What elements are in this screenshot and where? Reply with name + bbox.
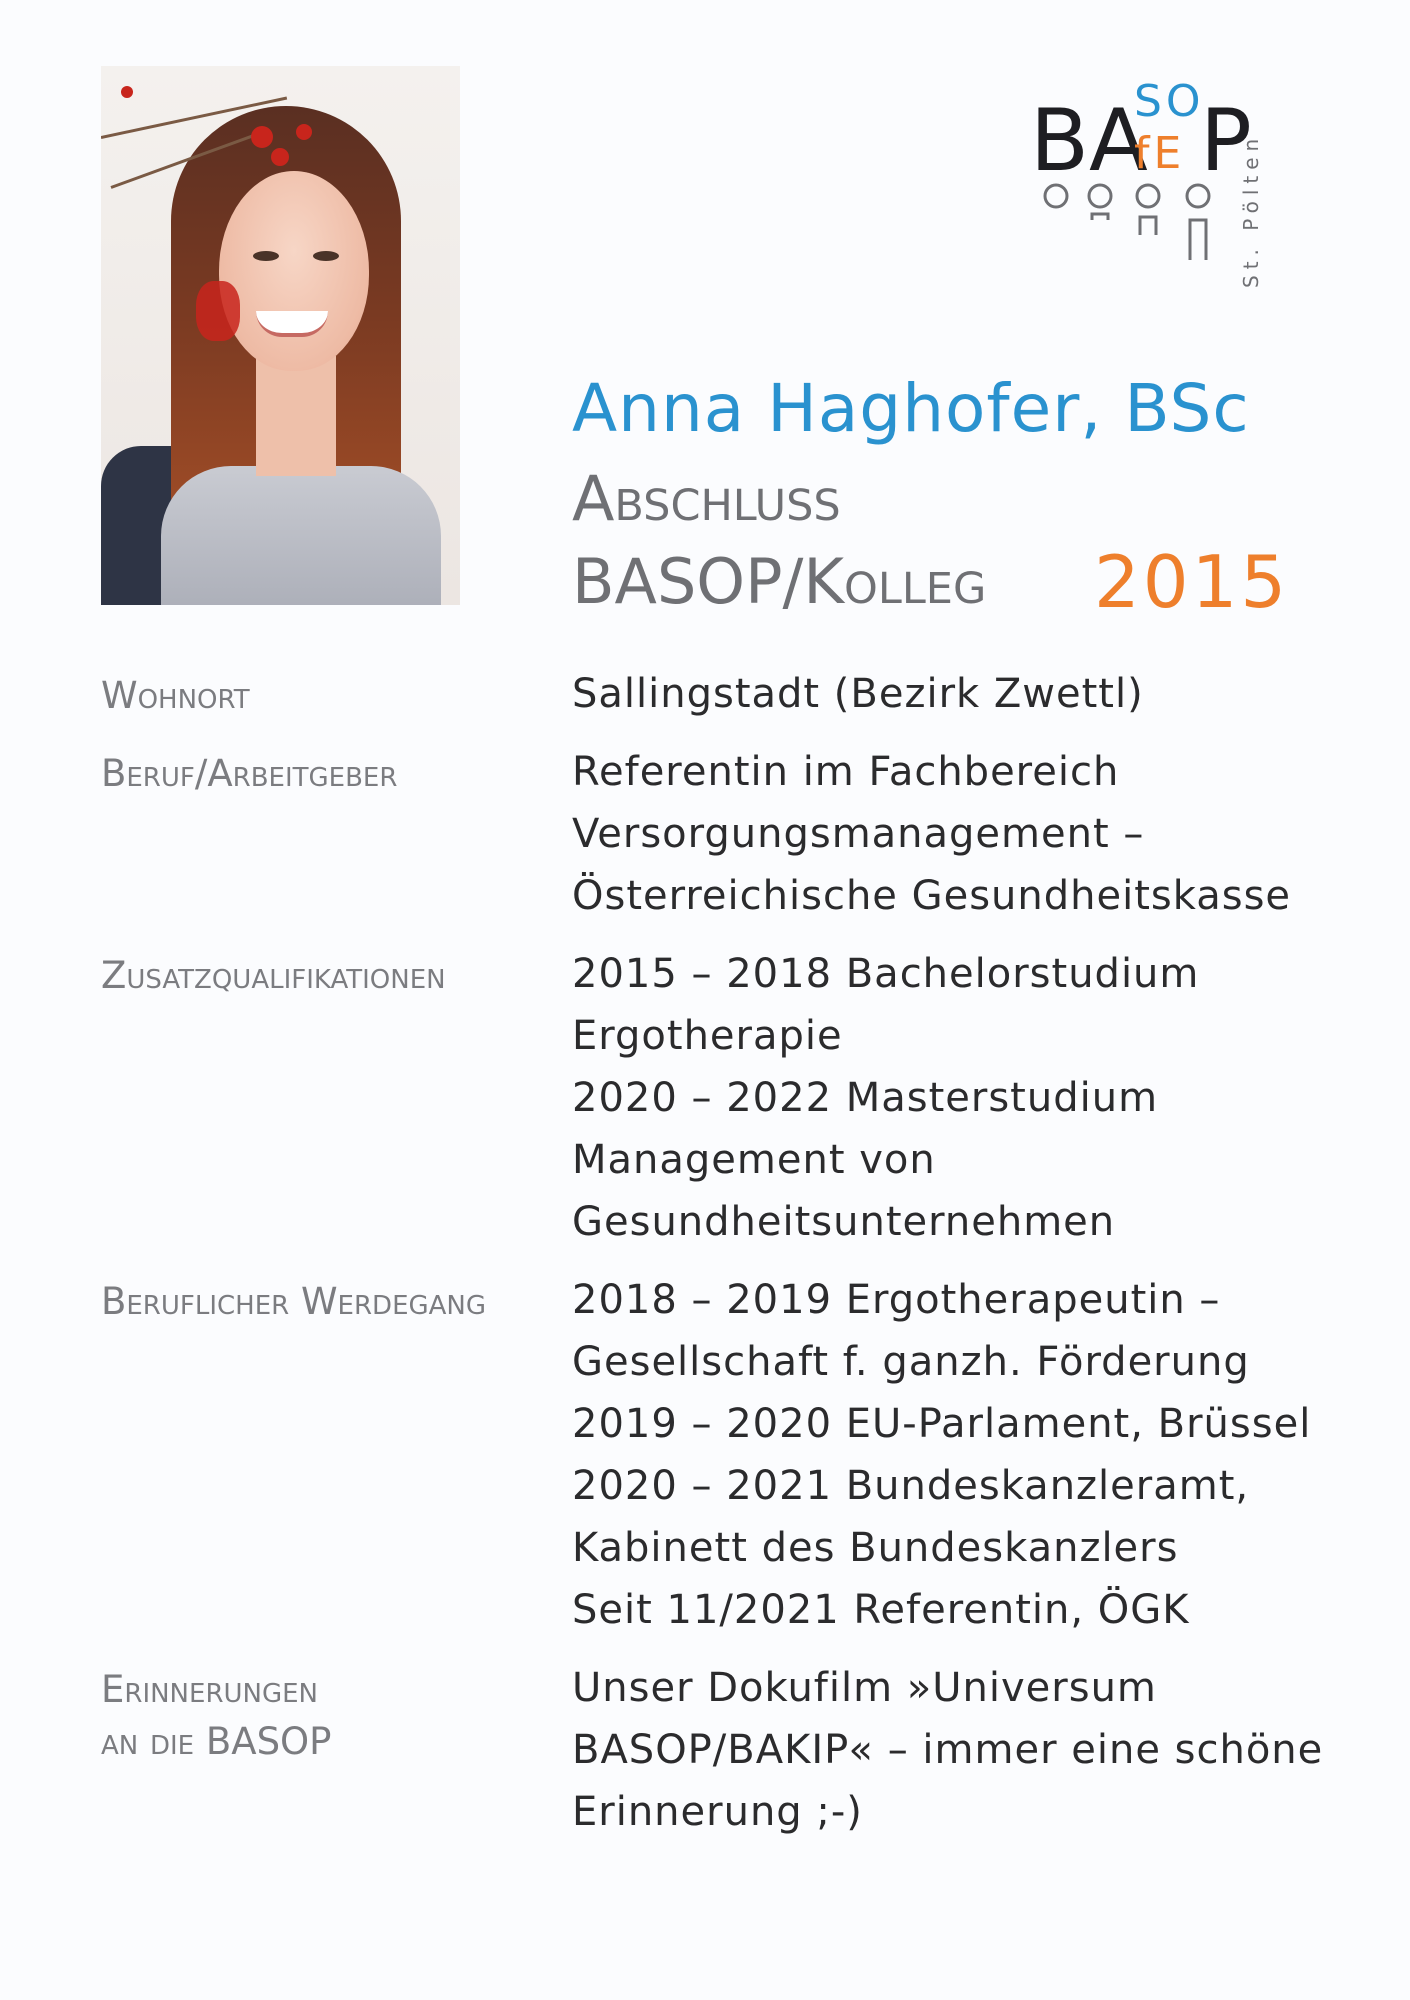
berry-shape <box>296 124 312 140</box>
shirt-shape <box>161 466 441 605</box>
berry-shape <box>121 86 133 98</box>
label-line: an die BASOP <box>101 1719 332 1763</box>
text-line: 2015 – 2018 Bachelorstudium <box>572 951 1200 997</box>
label-erinnerungen <box>101 1664 332 1768</box>
face-shape <box>219 171 369 371</box>
berry-shape <box>271 148 289 166</box>
label-wohnort: Wohnort <box>101 674 250 717</box>
neck-shape <box>256 356 336 476</box>
text-line: Erinnerung ;-) <box>572 1789 863 1835</box>
logo-figures-icon <box>1045 185 1209 260</box>
text-line: 2020 – 2021 Bundeskanzleramt, <box>572 1463 1250 1509</box>
text-line: 2020 – 2022 Masterstudium <box>572 1075 1159 1121</box>
value-erinnerungen <box>572 1657 1362 1843</box>
graduation-year: 2015 <box>1094 540 1290 624</box>
person-name: Anna Haghofer, BSc <box>572 370 1250 447</box>
text-line: Sallingstadt (Bezirk Zwettl) <box>572 671 1144 717</box>
text-line: Gesundheitsunternehmen <box>572 1199 1116 1245</box>
text-line: Versorgungsmanagement – <box>572 811 1145 857</box>
eye-left <box>253 251 279 261</box>
portrait-photo <box>101 66 460 605</box>
text-line: 2019 – 2020 EU-Parlament, Brüssel <box>572 1401 1312 1447</box>
label-beruf: Beruf/Arbeitgeber <box>101 752 398 795</box>
label-werdegang: Beruflicher Werdegang <box>101 1280 487 1323</box>
text-line: Unser Dokufilm »Universum <box>572 1665 1157 1711</box>
text-line: Referentin im Fachbereich <box>572 749 1120 795</box>
header-kolleg: BASOP/Kolleg <box>572 545 987 618</box>
logo-letters-p: P <box>1200 91 1252 191</box>
logo-vertical-text: St. Pölten <box>1239 132 1263 288</box>
text-line: Management von <box>572 1137 936 1183</box>
text-line: Ergotherapie <box>572 1013 843 1059</box>
header-abschluss: Abschluss <box>572 462 841 535</box>
value-wohnort <box>572 663 1362 725</box>
text-line: Kabinett des Bundeskanzlers <box>572 1525 1179 1571</box>
text-line: Österreichische Gesundheitskasse <box>572 873 1292 919</box>
logo-letters-ba: BA <box>1030 91 1148 191</box>
text-line: Seit 11/2021 Referentin, ÖGK <box>572 1587 1190 1633</box>
logo-letters-so: SO <box>1134 76 1205 127</box>
logo-letters-fe: fE <box>1134 128 1186 179</box>
text-line: BASOP/BAKIP« – immer eine schöne <box>572 1727 1324 1773</box>
blurred-berry-shape <box>196 281 240 341</box>
text-line: 2018 – 2019 Ergotherapeutin – <box>572 1277 1221 1323</box>
value-werdegang <box>572 1269 1362 1641</box>
label-line: Erinnerungen <box>101 1668 319 1711</box>
eye-right <box>313 251 339 261</box>
text-line: Gesellschaft f. ganzh. Förderung <box>572 1339 1250 1385</box>
label-zusatzqualifikationen: Zusatzqualifikationen <box>101 954 446 997</box>
value-zusatzqualifikationen <box>572 943 1362 1253</box>
berry-shape <box>251 126 273 148</box>
value-beruf <box>572 741 1362 927</box>
basop-logo <box>1030 70 1280 290</box>
